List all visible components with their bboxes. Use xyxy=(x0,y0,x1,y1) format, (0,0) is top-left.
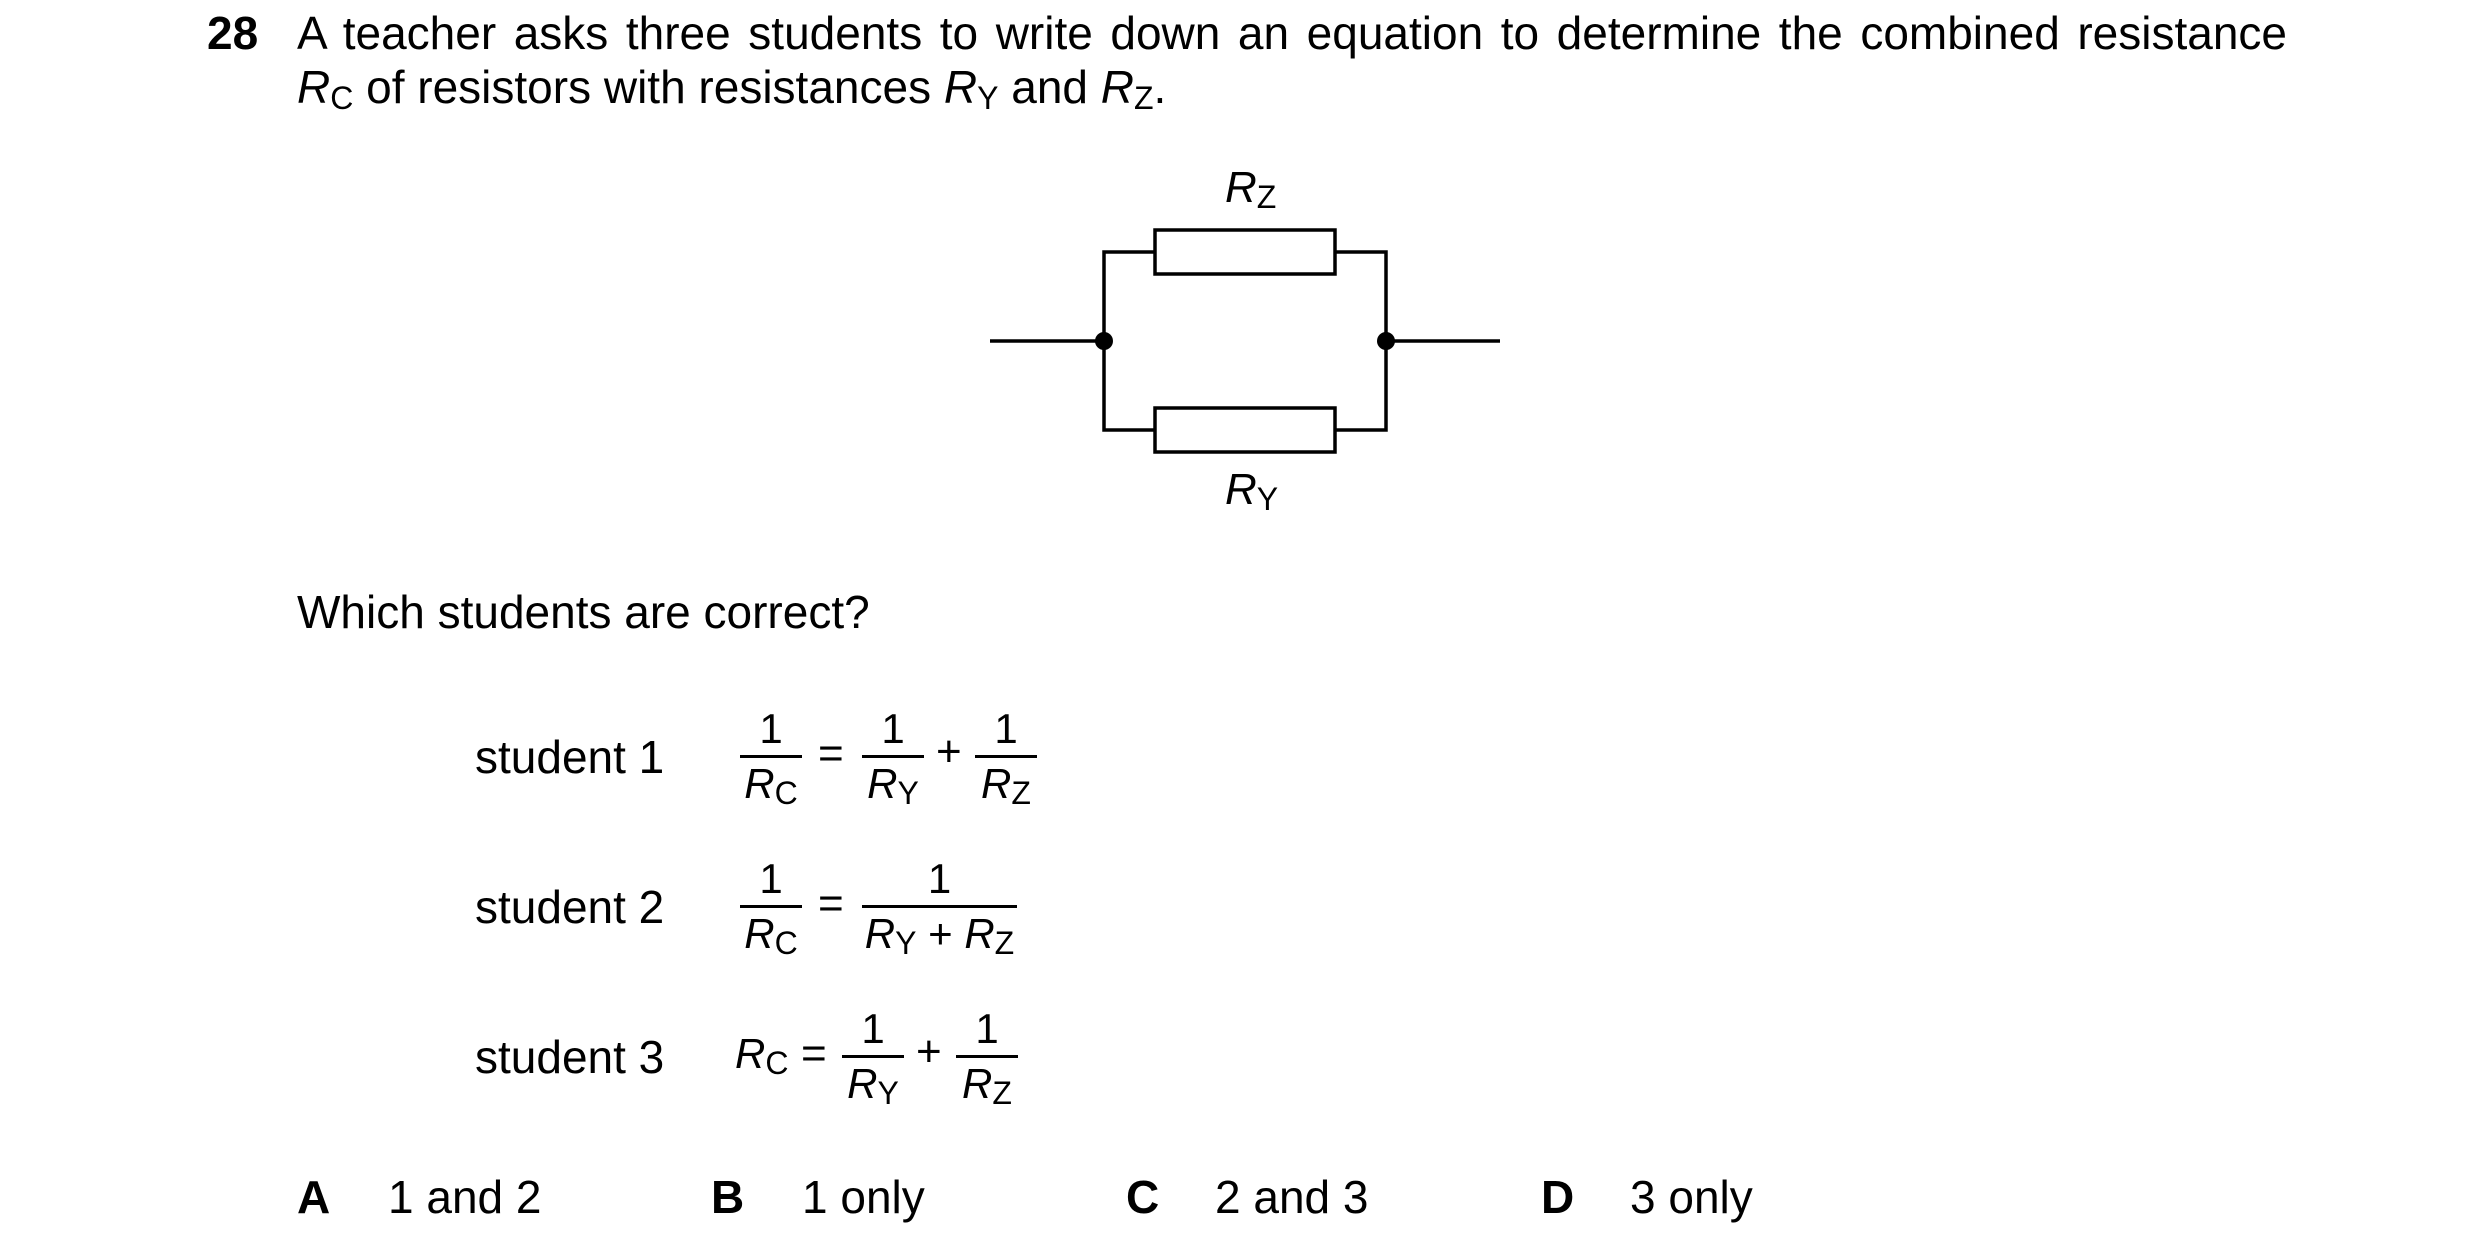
wire-top-left xyxy=(1104,252,1155,341)
wire-bottom-left xyxy=(1104,341,1155,430)
plus-sign: + xyxy=(916,1027,942,1076)
option-b-letter[interactable]: B xyxy=(711,1171,745,1223)
resistor-ry xyxy=(1155,408,1335,452)
question-text-line1: A teacher asks three students to write down an equation to determine the combined resistance xyxy=(297,7,2287,59)
label-rz: $R_Z$ xyxy=(1225,163,1277,215)
equals-sign: = xyxy=(818,879,844,928)
fraction-1-over-rz: 1 $R_Z$ xyxy=(956,1005,1018,1108)
option-c-text[interactable]: 2 and 3 xyxy=(1215,1171,1369,1223)
question-text-line2 xyxy=(297,60,1166,114)
symbol-r: R xyxy=(1100,61,1134,113)
student-2-label: student 2 xyxy=(475,881,665,933)
question-number: 28 xyxy=(207,7,259,59)
question-prompt: Which students are correct? xyxy=(297,586,870,638)
fraction-1-over-rz: 1 $R_Z$ xyxy=(975,705,1037,808)
subscript-z: Z xyxy=(1134,80,1154,116)
option-a-letter[interactable]: A xyxy=(297,1171,331,1223)
subscript-c: C xyxy=(330,80,354,116)
question-text-mid: of resistors with resistances xyxy=(353,61,944,113)
symbol-r: R xyxy=(297,61,331,113)
fraction-1-over-ry: 1 $R_Y$ xyxy=(842,1005,904,1108)
junction-right xyxy=(1377,332,1395,350)
option-d-text[interactable]: 3 only xyxy=(1630,1171,1753,1223)
fraction-1-over-ry: 1 $R_Y$ xyxy=(862,705,924,808)
subscript-y: Y xyxy=(977,80,999,116)
plus-sign: + xyxy=(936,727,962,776)
option-c-letter[interactable]: C xyxy=(1126,1171,1160,1223)
option-a-text[interactable]: 1 and 2 xyxy=(388,1171,542,1223)
question-text-and: and xyxy=(998,61,1101,113)
student-1-label: student 1 xyxy=(475,731,665,783)
symbol-r: R xyxy=(943,61,978,113)
option-d-letter[interactable]: D xyxy=(1541,1171,1575,1223)
parallel-circuit-diagram xyxy=(980,220,1520,460)
label-ry: $R_Y$ xyxy=(1225,465,1279,517)
rc-symbol: $R_C$ xyxy=(735,1030,789,1081)
fraction-1-over-ry-plus-rz: 1 $R_Y + R_Z$ xyxy=(862,855,1017,958)
question-text-end: . xyxy=(1153,61,1167,113)
resistor-rz xyxy=(1155,230,1335,274)
wire-bottom-right xyxy=(1335,341,1386,430)
student-3-label: student 3 xyxy=(475,1031,665,1083)
junction-left xyxy=(1095,332,1113,350)
equals-sign: = xyxy=(801,1029,827,1078)
option-b-text[interactable]: 1 only xyxy=(802,1171,925,1223)
wire-top-right xyxy=(1335,252,1386,341)
equals-sign: = xyxy=(818,729,844,778)
fraction-1-over-rc: 1 $R_C$ xyxy=(740,705,802,808)
fraction-1-over-rc: 1 $R_C$ xyxy=(740,855,802,958)
